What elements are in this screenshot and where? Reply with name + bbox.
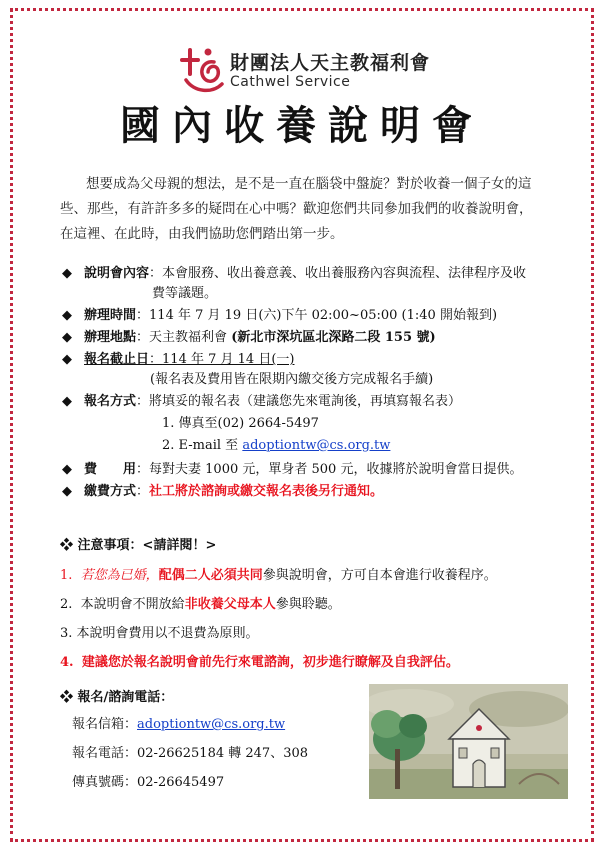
contact-heading: 報名/諮詢電話： xyxy=(77,690,174,705)
diamond-bullet-icon: ◆ xyxy=(62,330,72,345)
place-label: 辦理地點 xyxy=(84,330,137,345)
intro-line-1: 想要成為父母親的想法，是不是一直在腦袋中盤旋？對於收養一個子女的這 xyxy=(86,176,532,192)
fleuron-bullet-icon: ❖ xyxy=(60,690,74,705)
contact-fax: 02-26645497 xyxy=(137,775,225,790)
method-fax: 1. 傳真至(02) 2664-5497 xyxy=(162,416,319,431)
page-title: 國內收養說明會 xyxy=(120,102,484,149)
intro-line-2: 些、那些，有許許多多的疑問在心中嗎？歡迎您們共同參加我們的收養說明會， xyxy=(60,201,533,217)
fee-label: 費 用 xyxy=(84,462,137,477)
cathwel-logo-icon xyxy=(180,44,228,96)
detail-time: ◆ 辦理時間：114 年 7 月 19 日(六)下午 02:00~05:00 (1:40 開始報到) xyxy=(62,306,562,326)
note-4-text: 建議您於報名說明會前先行來電諮詢，初步進行瞭解及自我評估。 xyxy=(81,655,459,670)
diamond-bullet-icon: ◆ xyxy=(62,352,72,367)
contact-phone: 02-26625184 轉 247、308 xyxy=(137,746,309,761)
note-1-married: 若您為已婚， xyxy=(80,568,159,583)
contact-email-row: 報名信箱：adoptiontw@cs.org.tw xyxy=(72,717,286,732)
intro-line-3: 在這裡、在此時，由我們協助您們踏出第一步。 xyxy=(60,226,344,242)
place-value: 天主教福利會 xyxy=(149,330,228,345)
org-name-en: Cathwel Service xyxy=(230,74,351,90)
note-4: 4. 建議您於報名說明會前先行來電諮詢，初步進行瞭解及自我評估。 xyxy=(60,655,459,670)
detail-place: ◆ 辦理地點：天主教福利會 (新北市深坑區北深路二段 155 號) xyxy=(62,328,562,348)
content-label: 說明會內容 xyxy=(84,266,150,281)
notes-heading: 注意事項：<請詳閱！> xyxy=(77,538,217,553)
method-value: 將填妥的報名表（建議您先來電詢後，再填寫報名表） xyxy=(149,394,462,409)
note-2: 2. 本說明會不開放給非收養父母本人參與聆聽。 xyxy=(60,597,341,612)
org-logo xyxy=(180,44,440,100)
notes-section xyxy=(60,536,560,682)
diamond-bullet-icon: ◆ xyxy=(62,462,72,477)
time-value: 114 年 7 月 19 日(六)下午 02:00~05:00 (1:40 開始報到) xyxy=(149,308,498,323)
deadline-note: (報名表及費用皆在限期內繳交後方完成報名手續) xyxy=(150,372,434,387)
diamond-bullet-icon: ◆ xyxy=(62,308,72,323)
method-email-row xyxy=(62,436,562,456)
detail-content: ◆ 說明會內容：本會服務、收出養意義、收出養服務內容與流程、法律程序及收 xyxy=(62,264,562,284)
contact-fax-row: 傳真號碼：02-26645497 xyxy=(72,775,225,790)
detail-method: ◆ 報名方式：將填妥的報名表（建議您先來電詢後，再填寫報名表） xyxy=(62,392,562,412)
time-label: 辦理時間 xyxy=(84,308,137,323)
payment-label: 繳費方式 xyxy=(84,484,137,499)
note-1-rest: 參與說明會，方可自本會進行收養程序。 xyxy=(262,568,497,583)
place-address: (新北市深坑區北深路二段 155 號) xyxy=(231,330,436,345)
fee-value: 每對夫妻 1000 元，單身者 500 元，收據將於說明會當日提供。 xyxy=(149,462,523,477)
note-3: 3. 本說明會費用以不退費為原則。 xyxy=(60,626,259,641)
method-email-prefix: 2. E-mail 至 xyxy=(162,438,243,453)
content-value-cont: 費等議題。 xyxy=(152,286,218,301)
payment-value: 社工將於諮詢或繳交報名表後另行通知。 xyxy=(149,484,384,499)
contact-heading-row xyxy=(60,688,308,708)
note-2-highlight: 非收養父母本人 xyxy=(184,597,276,612)
method-label: 報名方式 xyxy=(84,394,137,409)
diamond-bullet-icon: ◆ xyxy=(62,266,72,281)
notes-heading-row xyxy=(60,536,560,556)
deadline-value: 114 年 7 月 14 日(一) xyxy=(162,352,295,367)
detail-payment: ◆ 繳費方式：社工將於諮詢或繳交報名表後另行通知。 xyxy=(62,482,562,502)
contact-section xyxy=(60,688,308,802)
contact-phone-row: 報名電話：02-26625184 轉 247、308 xyxy=(72,746,309,761)
fleuron-bullet-icon: ❖ xyxy=(60,538,74,553)
detail-deadline: ◆ 報名截止日：114 年 7 月 14 日(一) xyxy=(62,350,562,370)
content-value: 本會服務、收出養意義、收出養服務內容與流程、法律程序及收 xyxy=(162,266,527,281)
org-name-zh: 財團法人天主教福利會 xyxy=(230,52,431,74)
diamond-bullet-icon: ◆ xyxy=(62,394,72,409)
note-1: 1. 若您為已婚，配偶二人必須共同參與說明會，方可自本會進行收養程序。 xyxy=(60,568,497,583)
intro-paragraph xyxy=(60,172,550,247)
method-email-link[interactable]: adoptiontw@cs.org.tw xyxy=(242,438,391,453)
house-painting-image xyxy=(369,684,568,799)
detail-fee: ◆ 費 用：每對夫妻 1000 元，單身者 500 元，收據將於說明會當日提供。 xyxy=(62,460,562,480)
contact-email-link[interactable]: adoptiontw@cs.org.tw xyxy=(137,717,286,732)
note-1-spouses: 配偶二人必須共同 xyxy=(158,568,263,583)
deadline-label: 報名截止日 xyxy=(84,352,150,367)
event-details xyxy=(62,264,562,502)
diamond-bullet-icon: ◆ xyxy=(62,484,72,499)
